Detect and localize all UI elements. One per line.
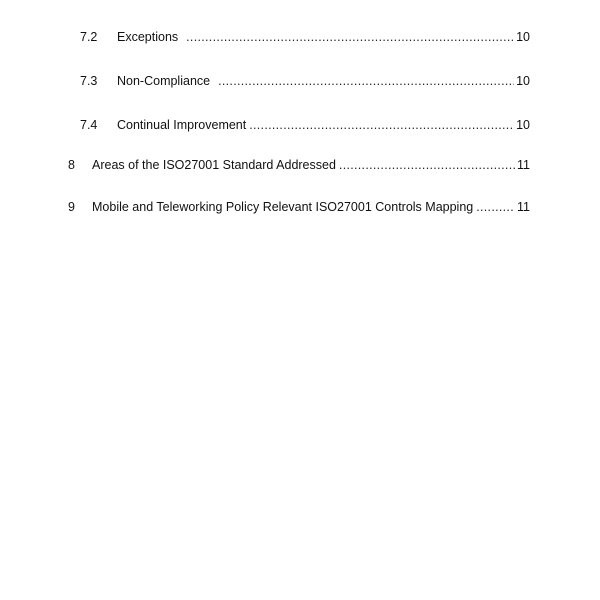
toc-entry-number: 7.2	[80, 30, 98, 44]
toc-entry-7-2[interactable]	[80, 29, 530, 45]
toc-entry-title[interactable]: Mobile and Teleworking Policy Relevant ISO27001 Controls Mapping	[92, 200, 474, 214]
toc-entry-7-4[interactable]	[80, 117, 530, 133]
toc-entry-page[interactable]: 10	[516, 30, 530, 44]
toc-entry-9[interactable]	[68, 199, 530, 215]
toc-entry-page[interactable]: 11	[517, 200, 530, 214]
toc-entry-title[interactable]: Non-Compliance	[117, 74, 211, 88]
toc-dot-leader	[186, 29, 514, 45]
toc-dot-leader	[476, 199, 515, 215]
toc-dot-leader	[339, 157, 515, 173]
toc-entry-number: 9	[68, 200, 75, 214]
toc-dot-leader	[249, 117, 514, 133]
toc-entry-title[interactable]: Exceptions	[117, 30, 179, 44]
toc-entry-title[interactable]: Continual Improvement	[117, 118, 247, 132]
toc-entry-8[interactable]	[68, 157, 530, 173]
toc-entry-page[interactable]: 10	[516, 118, 530, 132]
toc-entry-title[interactable]: Areas of the ISO27001 Standard Addressed	[92, 158, 336, 172]
toc-entry-number: 7.3	[80, 74, 98, 88]
toc-entry-number: 7.4	[80, 118, 98, 132]
toc-entry-page[interactable]: 11	[517, 158, 530, 172]
toc-entry-page[interactable]: 10	[516, 74, 530, 88]
toc-entry-7-3[interactable]	[80, 73, 530, 89]
toc-entry-number: 8	[68, 158, 75, 172]
toc-dot-leader	[218, 73, 514, 89]
